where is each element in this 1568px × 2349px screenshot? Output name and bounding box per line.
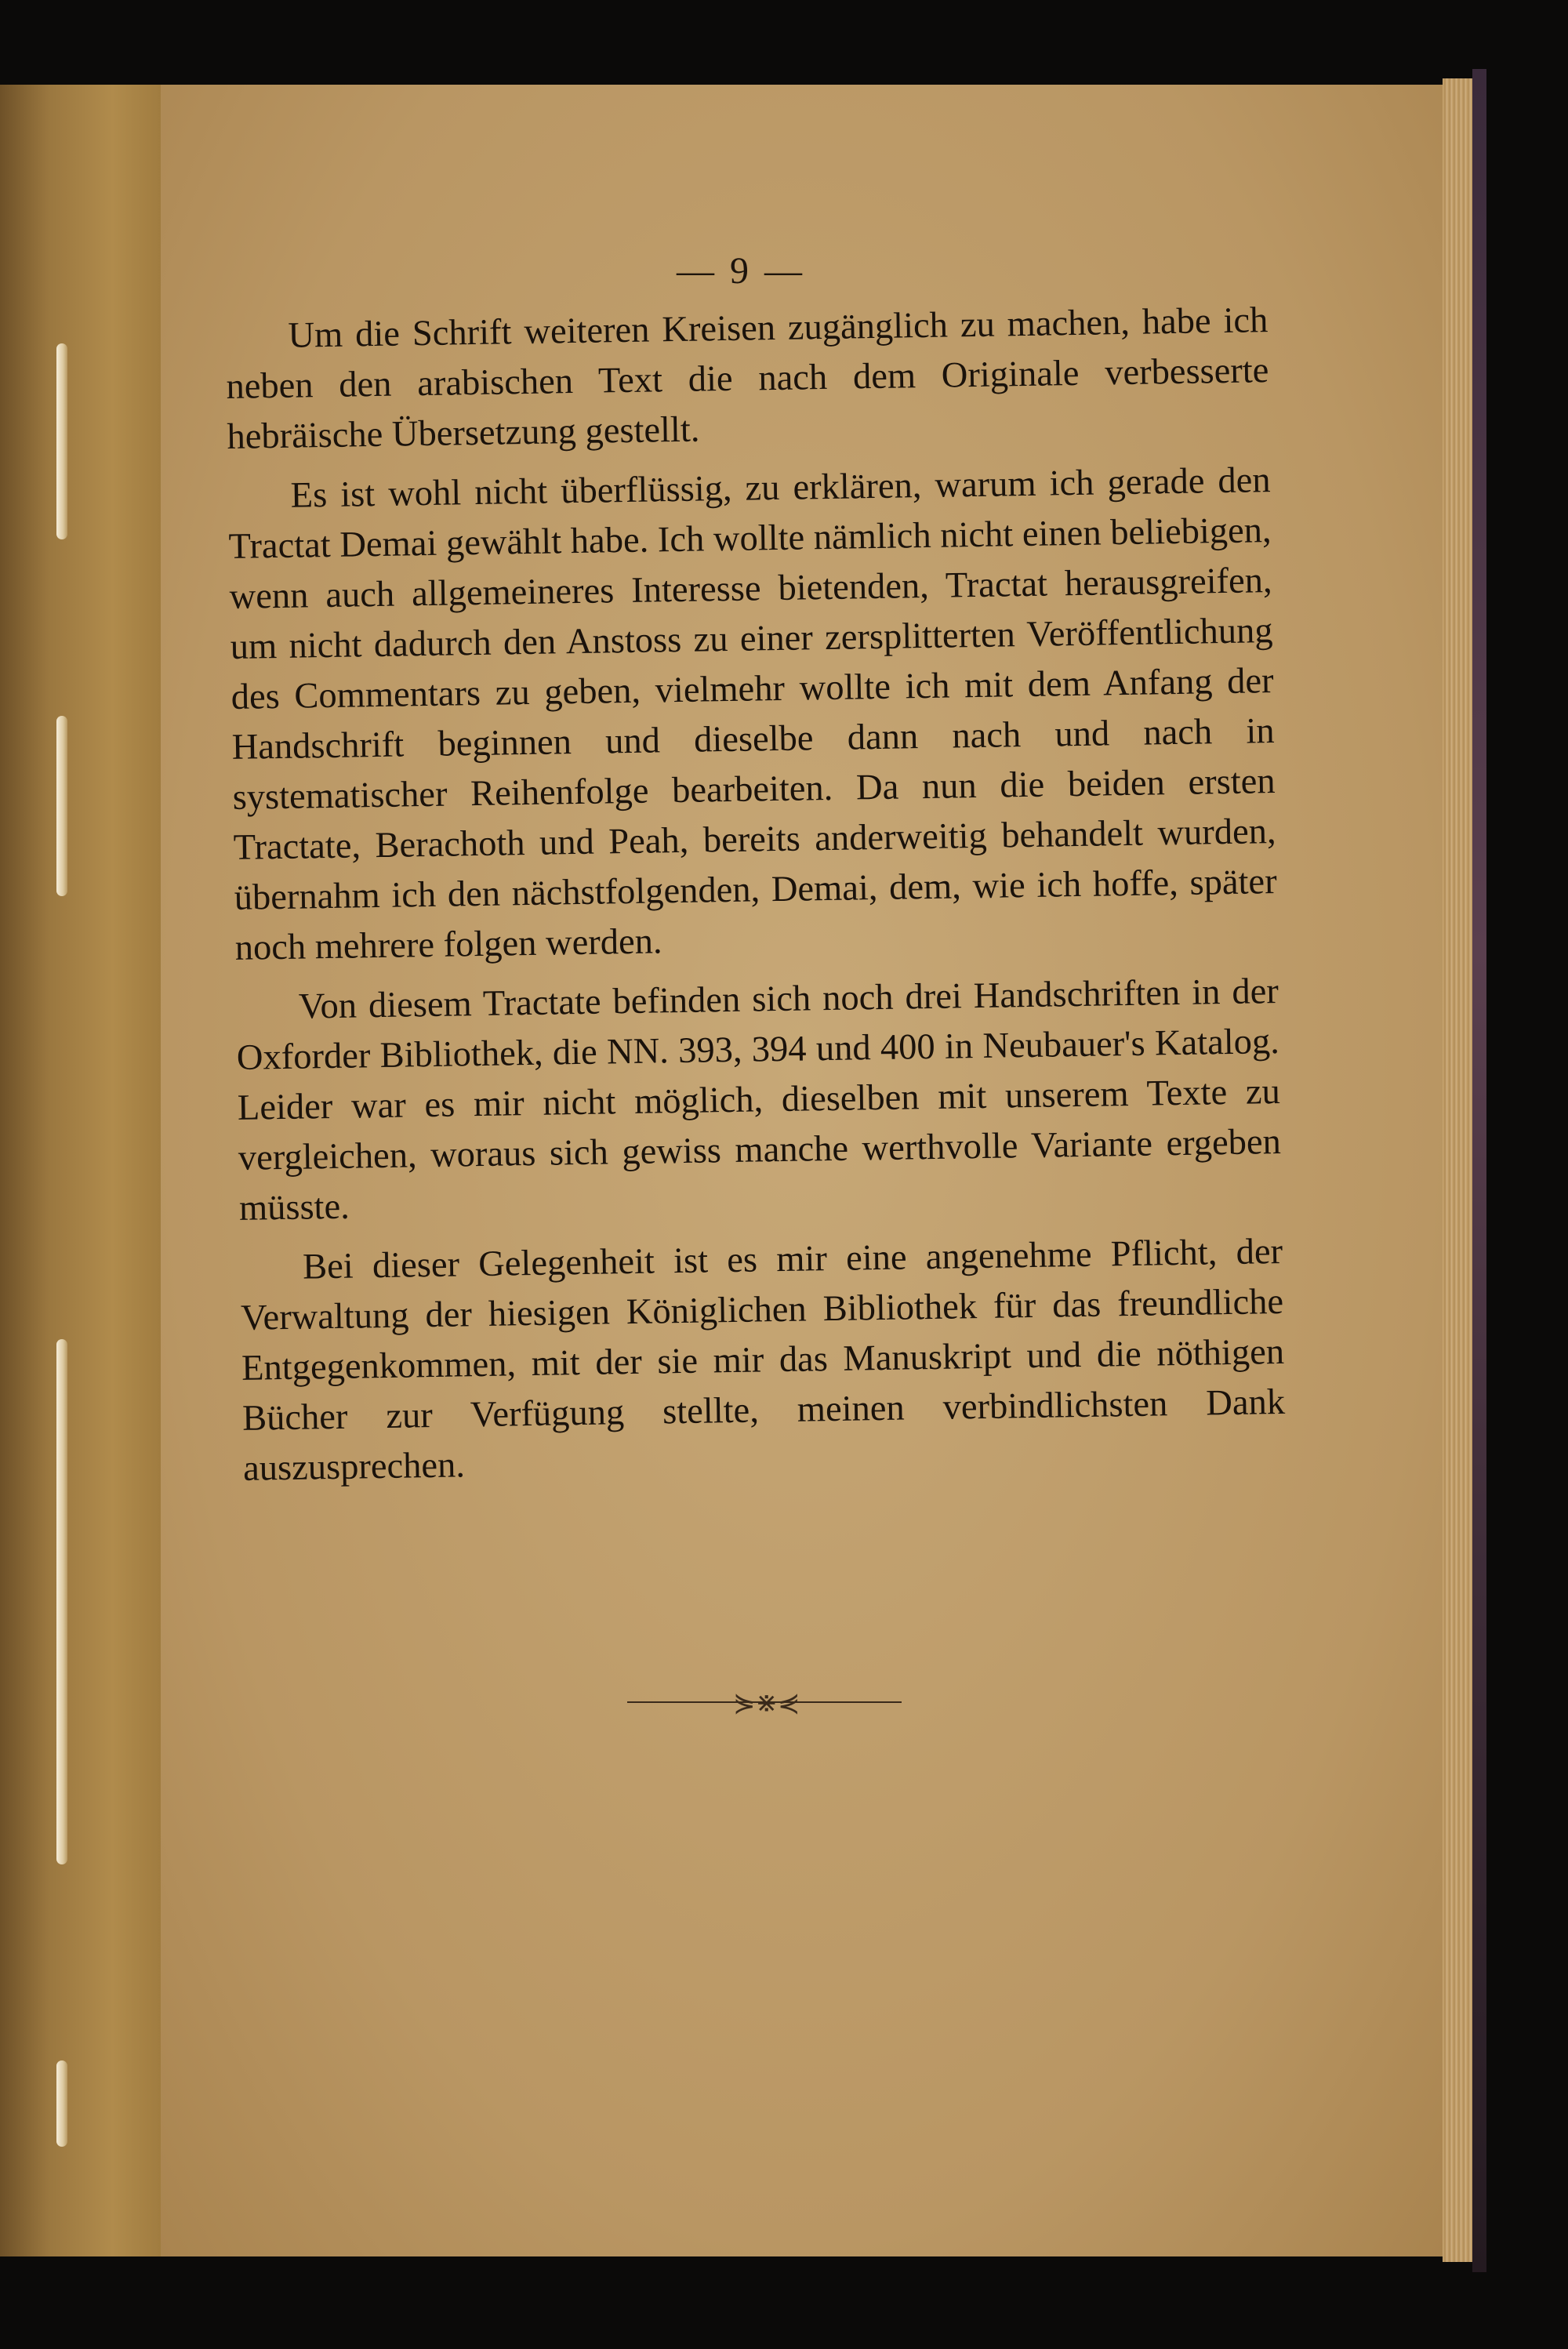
page-edges [1443,78,1472,2262]
book-cover-edge [1472,69,1486,2272]
paragraph: Von diesem Tractate befinden sich noch drei Handschriften in der Oxforder Bibliothek, die NN. 393, 394 und 400 in Neubauer's Katalog. Leider war es mir nicht möglich, dieselben mit unserem Texte zu vergleichen, woraus sich gewiss manche werthvolle Variante ergeben müsste. [236,971,1282,1229]
paragraph: Um die Schrift weiteren Kreisen zugänglich zu machen, habe ich neben den arabischen Text die nach dem Originale verbesserte hebräische Übersetzung gestellt. [226,300,1269,457]
binding-thread [56,1339,67,1864]
page-number: — 9 — [677,250,805,292]
body-text [225,296,1287,1504]
binding-thread [56,2060,67,2147]
ornament-icon: ⋟⋇⋞ [733,1689,800,1718]
binding-thread [56,343,67,539]
book-binding-left [0,85,161,2256]
paragraph: Es ist wohl nicht überflüssig, zu erklären, warum ich gerade den Tractat Demai gewählt habe. Ich wollte nämlich nicht einen beliebigen, wenn auch allgemeineres Interesse bietenden, Tractat herausgreifen, um nicht dadurch den Anstoss zu einer zersplitterten Veröffentlichung des Commentars zu geben, vielmehr wollte ich mit dem Anfang der Handschrift beginnen und dieselbe dann nach und nach in systematischer Reihenfolge bearbeiten. Da nun die beiden ersten Tractate, Berachoth und Peah, bereits anderweitig behandelt wurden, übernahm ich den nächstfolgenden, Demai, dem, wie ich hoffe, später noch mehrere folgen werden. [228,460,1277,968]
binding-thread [56,716,67,896]
paragraph: Bei dieser Gelegenheit ist es mir eine angenehme Pflicht, der Verwaltung der hiesigen Königlichen Bibliothek für das freundliche Entgegenkommen, mit der sie mir das Manuskript und die nöthigen Bücher zur Verfügung stellte, meinen verbindlichsten Dank auszusprechen. [240,1231,1286,1489]
